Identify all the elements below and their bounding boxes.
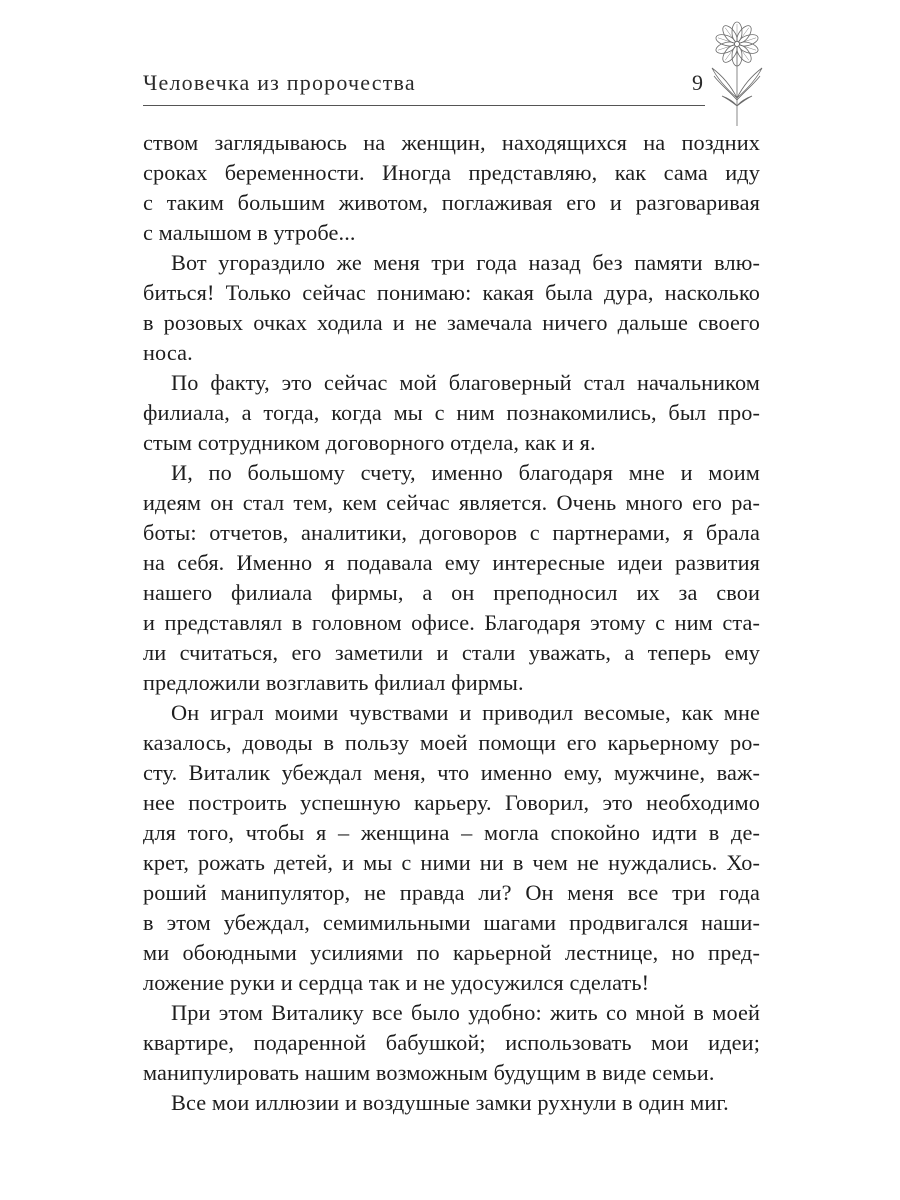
text-line: Он играл моими чувствами и приводил весомые, как мне bbox=[171, 700, 760, 725]
text-line: филиала, а тогда, когда мы с ним познакомились, был про- bbox=[143, 400, 760, 425]
text-line: сроках беременности. Иногда представляю, как сама иду bbox=[143, 160, 760, 185]
text-line: в розовых очках ходила и не замечала ничего дальше своего bbox=[143, 310, 760, 335]
text-line: И, по большому счету, именно благодаря мне и моим bbox=[171, 460, 760, 485]
text-line: крет, рожать детей, и мы с ними ни в чем не нуждались. Хо- bbox=[143, 850, 760, 875]
text-line: Вот угораздило же меня три года назад без памяти влю- bbox=[171, 250, 760, 275]
text-line: манипулировать нашим возможным будущим в виде семьи. bbox=[143, 1060, 715, 1085]
page-header bbox=[143, 64, 705, 104]
body-text bbox=[143, 128, 760, 1118]
text-line: боты: отчетов, аналитики, договоров с партнерами, я брала bbox=[143, 520, 760, 545]
text-line: ли считаться, его заметили и стали уважать, а теперь ему bbox=[143, 640, 760, 665]
page-number: 9 bbox=[692, 70, 703, 95]
text-line: стым сотрудником договорного отдела, как и я. bbox=[143, 430, 596, 455]
text-line: носа. bbox=[143, 340, 193, 365]
text-line: ством заглядываюсь на женщин, находящихся на поздних bbox=[143, 130, 760, 155]
text-line: предложили возглавить филиал фирмы. bbox=[143, 670, 524, 695]
running-title: Человечка из пророчества bbox=[143, 70, 416, 95]
text-line: для того, чтобы я – женщина – могла спокойно идти в де- bbox=[143, 820, 760, 845]
text-line: По факту, это сейчас мой благоверный стал начальником bbox=[171, 370, 760, 395]
text-line: При этом Виталику все было удобно: жить со мной в моей bbox=[171, 1000, 760, 1025]
text-line: нашего филиала фирмы, а он преподносил их за свои bbox=[143, 580, 760, 605]
text-line: и представлял в головном офисе. Благодаря этому с ним ста- bbox=[143, 610, 760, 635]
text-line: в этом убеждал, семимильными шагами продвигался наши- bbox=[143, 910, 760, 935]
text-line: роший манипулятор, не правда ли? Он меня все три года bbox=[143, 880, 760, 905]
text-line: с малышом в утробе... bbox=[143, 220, 356, 245]
text-line: Все мои иллюзии и воздушные замки рухнули в один миг. bbox=[171, 1090, 729, 1115]
text-line: нее построить успешную карьеру. Говорил, это необходимо bbox=[143, 790, 760, 815]
text-line: ложение руки и сердца так и не удосужился сделать! bbox=[143, 970, 650, 995]
header-rule bbox=[143, 105, 705, 106]
text-line: казалось, доводы в пользу моей помощи его карьерному ро- bbox=[143, 730, 760, 755]
text-line: ми обоюдными усилиями по карьерной лестнице, но пред- bbox=[143, 940, 760, 965]
text-line: с таким большим животом, поглаживая его и разговаривая bbox=[143, 190, 760, 215]
text-line: квартире, подаренной бабушкой; использовать мои идеи; bbox=[143, 1030, 760, 1055]
flower-icon bbox=[706, 18, 768, 126]
text-line: биться! Только сейчас понимаю: какая была дура, насколько bbox=[143, 280, 760, 305]
text-line: на себя. Именно я подавала ему интересные идеи развития bbox=[143, 550, 760, 575]
text-line: идеям он стал тем, кем сейчас является. Очень много его ра- bbox=[143, 490, 760, 515]
text-line: сту. Виталик убеждал меня, что именно ему, мужчине, важ- bbox=[143, 760, 760, 785]
